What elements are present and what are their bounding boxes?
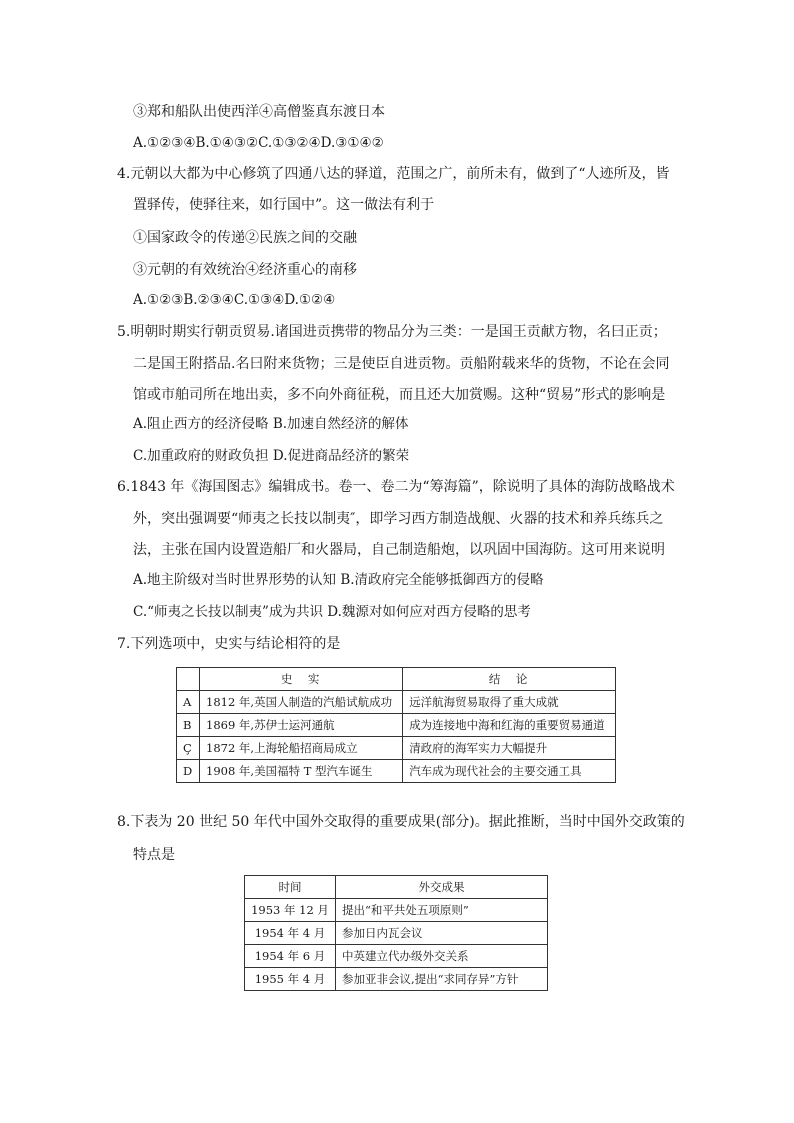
row-result: 中英建立代办级外交关系 xyxy=(336,945,548,968)
q6-options-cd: C.“师夷之长技以制夷”成为共识 D.魏源对如何应对西方侵略的思考 xyxy=(133,604,531,620)
q8-stem-line1: 8.下表为 20 世纪 50 年代中国外交取得的重要成果(部分)。据此推断，当时中国外交政策的 xyxy=(117,814,685,830)
row-fact: 1908 年,美国福特 T 型汽车诞生 xyxy=(200,760,403,783)
table-header-blank xyxy=(177,668,200,691)
row-time: 1954 年 4 月 xyxy=(245,922,336,945)
q7-fact-table xyxy=(176,667,616,783)
q6-stem-line1: 6.1843 年《海国图志》编辑成书。卷一、卷二为“筹海篇”，除说明了具体的海防战略战术 xyxy=(117,479,675,495)
row-time: 1954 年 6 月 xyxy=(245,945,336,968)
row-conclusion: 远洋航海贸易取得了重大成就 xyxy=(403,691,616,714)
row-conclusion: 清政府的海军实力大幅提升 xyxy=(403,737,616,760)
q4-item-1: ①国家政令的传递②民族之间的交融 xyxy=(133,230,357,246)
q3-options: A.①②③④B.①④③②C.①③②④D.③①④② xyxy=(133,135,384,151)
q4-options: A.①②③B.②③④C.①③④D.①②④ xyxy=(133,292,336,308)
row-fact: 1872 年,上海轮船招商局成立 xyxy=(200,737,403,760)
table-row xyxy=(177,760,616,783)
table-header-row xyxy=(177,668,616,691)
row-time: 1955 年 4 月 xyxy=(245,968,336,991)
table-header-result: 外交成果 xyxy=(336,876,548,899)
table-row xyxy=(177,737,616,760)
table-row xyxy=(245,968,548,991)
q6-stem-line2: 外，突出强调要“师夷之长技以制夷″，即学习西方制造战舰、火器的技术和养兵练兵之 xyxy=(133,511,664,527)
table-header-row xyxy=(245,876,548,899)
table-header-conclusion: 结 论 xyxy=(403,668,616,691)
q8-diplomacy-table xyxy=(244,875,548,991)
row-letter: A xyxy=(177,691,200,714)
row-result: 参加日内瓦会议 xyxy=(336,922,548,945)
row-letter: D xyxy=(177,760,200,783)
q5-stem-line1: 5.明朝时期实行朝贡贸易.诸国进贡携带的物品分为三类：一是国王贡献方物，名曰正贡； xyxy=(117,324,667,340)
q5-options-ab: A.阻止西方的经济侵略 B.加速自然经济的解体 xyxy=(133,416,409,432)
table-row xyxy=(245,945,548,968)
q6-stem-line3: 法，主张在国内设置造船厂和火器局，自己制造船炮，以巩固中国海防。这可用来说明 xyxy=(133,542,665,558)
row-result: 参加亚非会议,提出“求同存异”方针 xyxy=(336,968,548,991)
q5-stem-line3: 馆或市舶司所在地出卖，多不向外商征税，而且还大加赏赐。这种“贸易”形式的影响是 xyxy=(133,387,666,403)
row-fact: 1869 年,苏伊士运河通航 xyxy=(200,714,403,737)
table-header-fact: 史 实 xyxy=(200,668,403,691)
row-conclusion: 成为连接地中海和红海的重要贸易通道 xyxy=(403,714,616,737)
q5-stem-line2: 二是国王附搭品.名曰附来货物；三是使臣自进贡物。贡船附载来华的货物，不论在会同 xyxy=(133,356,670,372)
q4-stem-line2: 置驿传，使驿往来，如行国中”。这一做法有利于 xyxy=(133,197,435,213)
row-time: 1953 年 12 月 xyxy=(245,899,336,922)
row-conclusion: 汽车成为现代社会的主要交通工具 xyxy=(403,760,616,783)
table-row xyxy=(177,714,616,737)
q8-stem-line2: 特点是 xyxy=(133,847,175,863)
q3-item-continuation: ③郑和船队出使西洋④高僧鉴真东渡日本 xyxy=(133,104,385,120)
row-letter: Ç xyxy=(177,737,200,760)
row-result: 提出“和平共处五项原则” xyxy=(336,899,548,922)
q5-options-cd: C.加重政府的财政负担 D.促进商品经济的繁荣 xyxy=(133,448,410,464)
table-row xyxy=(177,691,616,714)
table-row xyxy=(245,899,548,922)
q4-item-2: ③元朝的有效统治④经济重心的南移 xyxy=(133,262,357,278)
q7-stem: 7.下列选项中，史实与结论相符的是 xyxy=(117,636,341,652)
q4-stem-line1: 4.元朝以大都为中心修筑了四通八达的驿道，范围之广，前所未有，做到了“人迹所及，皆 xyxy=(117,166,670,182)
table-header-time: 时间 xyxy=(245,876,336,899)
row-fact: 1812 年,英国人制造的汽船试航成功 xyxy=(200,691,403,714)
table-row xyxy=(245,922,548,945)
row-letter: B xyxy=(177,714,200,737)
q6-options-ab: A.地主阶级对当时世界形势的认知 B.清政府完全能够抵御西方的侵略 xyxy=(133,572,544,588)
